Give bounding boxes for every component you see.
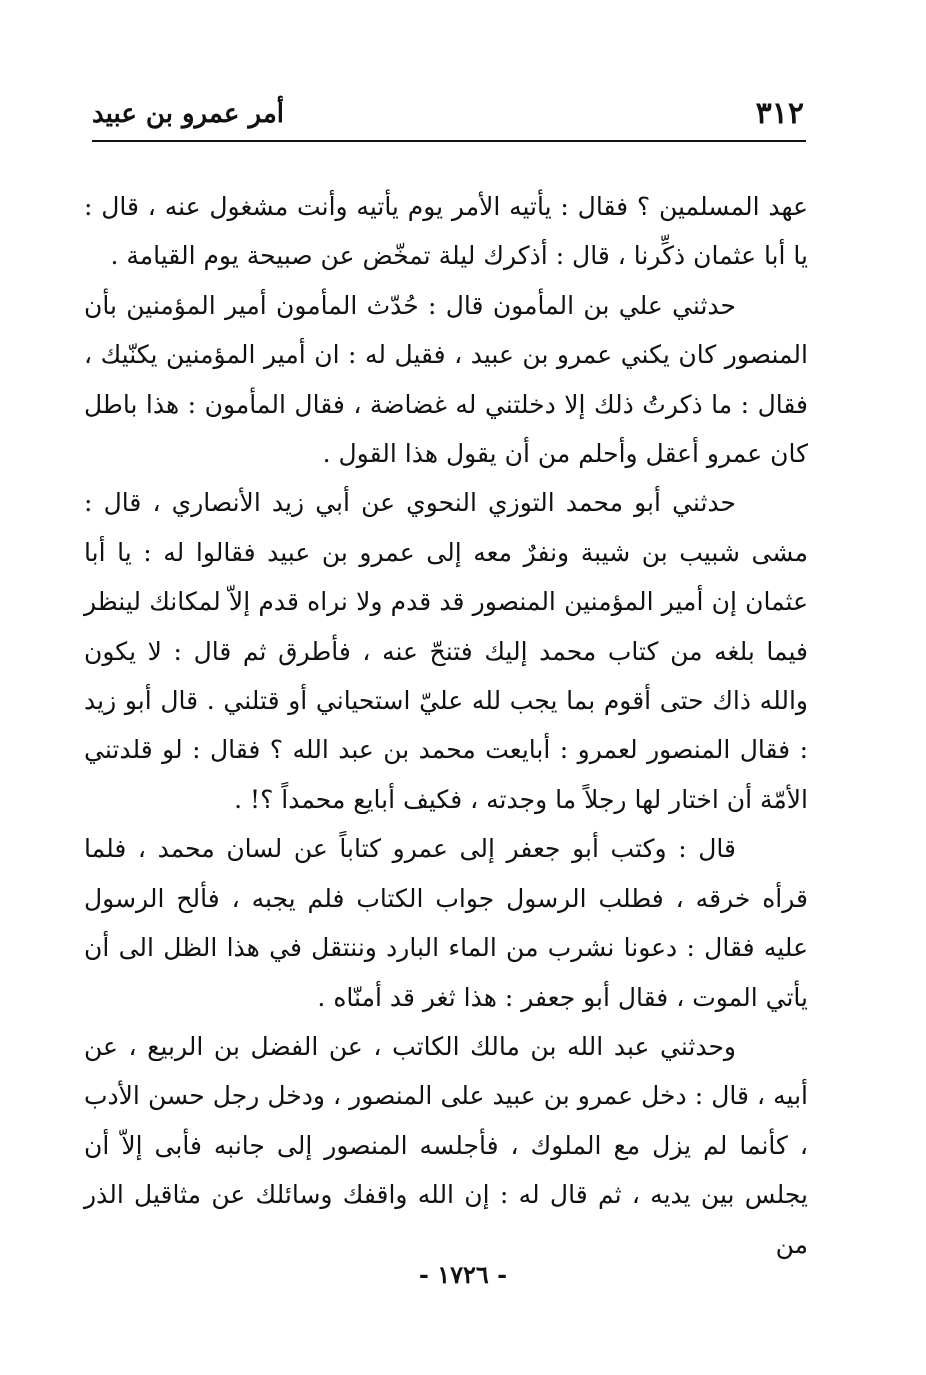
paragraph-1: عهد المسلمين ؟ فقال : يأتيه الأمر يوم يأتيه وأنت مشغول عنه ، قال : يا أبا عثمان ذكِّرنا ، قال : أذكرك ليلة تمخّض عن صبيحة يوم القيامة . xyxy=(84,192,808,271)
header-title: أمر عمرو بن عبيد xyxy=(92,99,284,129)
header-rule xyxy=(92,140,806,142)
running-header xyxy=(92,92,804,136)
paragraph-2: حدثني علي بن المأمون قال : حُدّث المأمون أمير المؤمنين بأن المنصور كان يكني عمرو بن عبيد ، فقيل له : ان أمير المؤمنين يكنّيك ، فقال : ما ذكرتُ ذلك إلا دخلتني له غضاضة ، فقال المأمون : هذا باطل كان عمرو أعقل وأحلم من أن يقول هذا القول . xyxy=(84,290,808,469)
header-page-number: ٣١٢ xyxy=(755,96,804,131)
body-text xyxy=(84,182,808,1269)
paragraph-3: حدثني أبو محمد التوزي النحوي عن أبي زيد الأنصاري ، قال : مشى شبيب بن شيبة ونفرٌ معه إلى عمرو بن عبيد فقالوا له : يا أبا عثمان إن أمير المؤمنين المنصور قد قدم ولا نراه قدم إلاّ لمكانك لينظر فيما بلغه من كتاب محمد إليك فتنحّ عنه ، فأطرق ثم قال : لا يكون والله ذاك حتى أقوم بما يجب لله عليّ استحياني أو قتلني . قال أبو زيد : فقال المنصور لعمرو : أبايعت محمد بن عبد الله ؟ فقال : لو قلدتني الأمّة أن اختار لها رجلاً ما وجدته ، فكيف أبايع محمداً ؟! . xyxy=(84,488,808,814)
paragraph-5: وحدثني عبد الله بن مالك الكاتب ، عن الفضل بن الربيع ، عن أبيه ، قال : دخل عمرو بن عبيد على المنصور ، ودخل رجل حسن الأدب ، كأنما لم يزل مع الملوك ، فأجلسه المنصور إلى جانبه فأبى إلاّ أن يجلس بين يديه ، ثم قال له : إن الله واقفك وسائلك عن مثاقيل الذر من xyxy=(84,1031,808,1259)
paragraph-4: قال : وكتب أبو جعفر إلى عمرو كتاباً عن لسان محمد ، فلما قرأه خرقه ، فطلب الرسول جواب الكتاب فلم يجبه ، فألح الرسول عليه فقال : دعونا نشرب من الماء البارد وننتقل في هذا الظل الى أن يأتي الموت ، فقال أبو جعفر : هذا ثغر قد أمنّاه . xyxy=(84,834,808,1012)
footer-page-number: - ١٧٢٦ - xyxy=(418,1260,508,1289)
